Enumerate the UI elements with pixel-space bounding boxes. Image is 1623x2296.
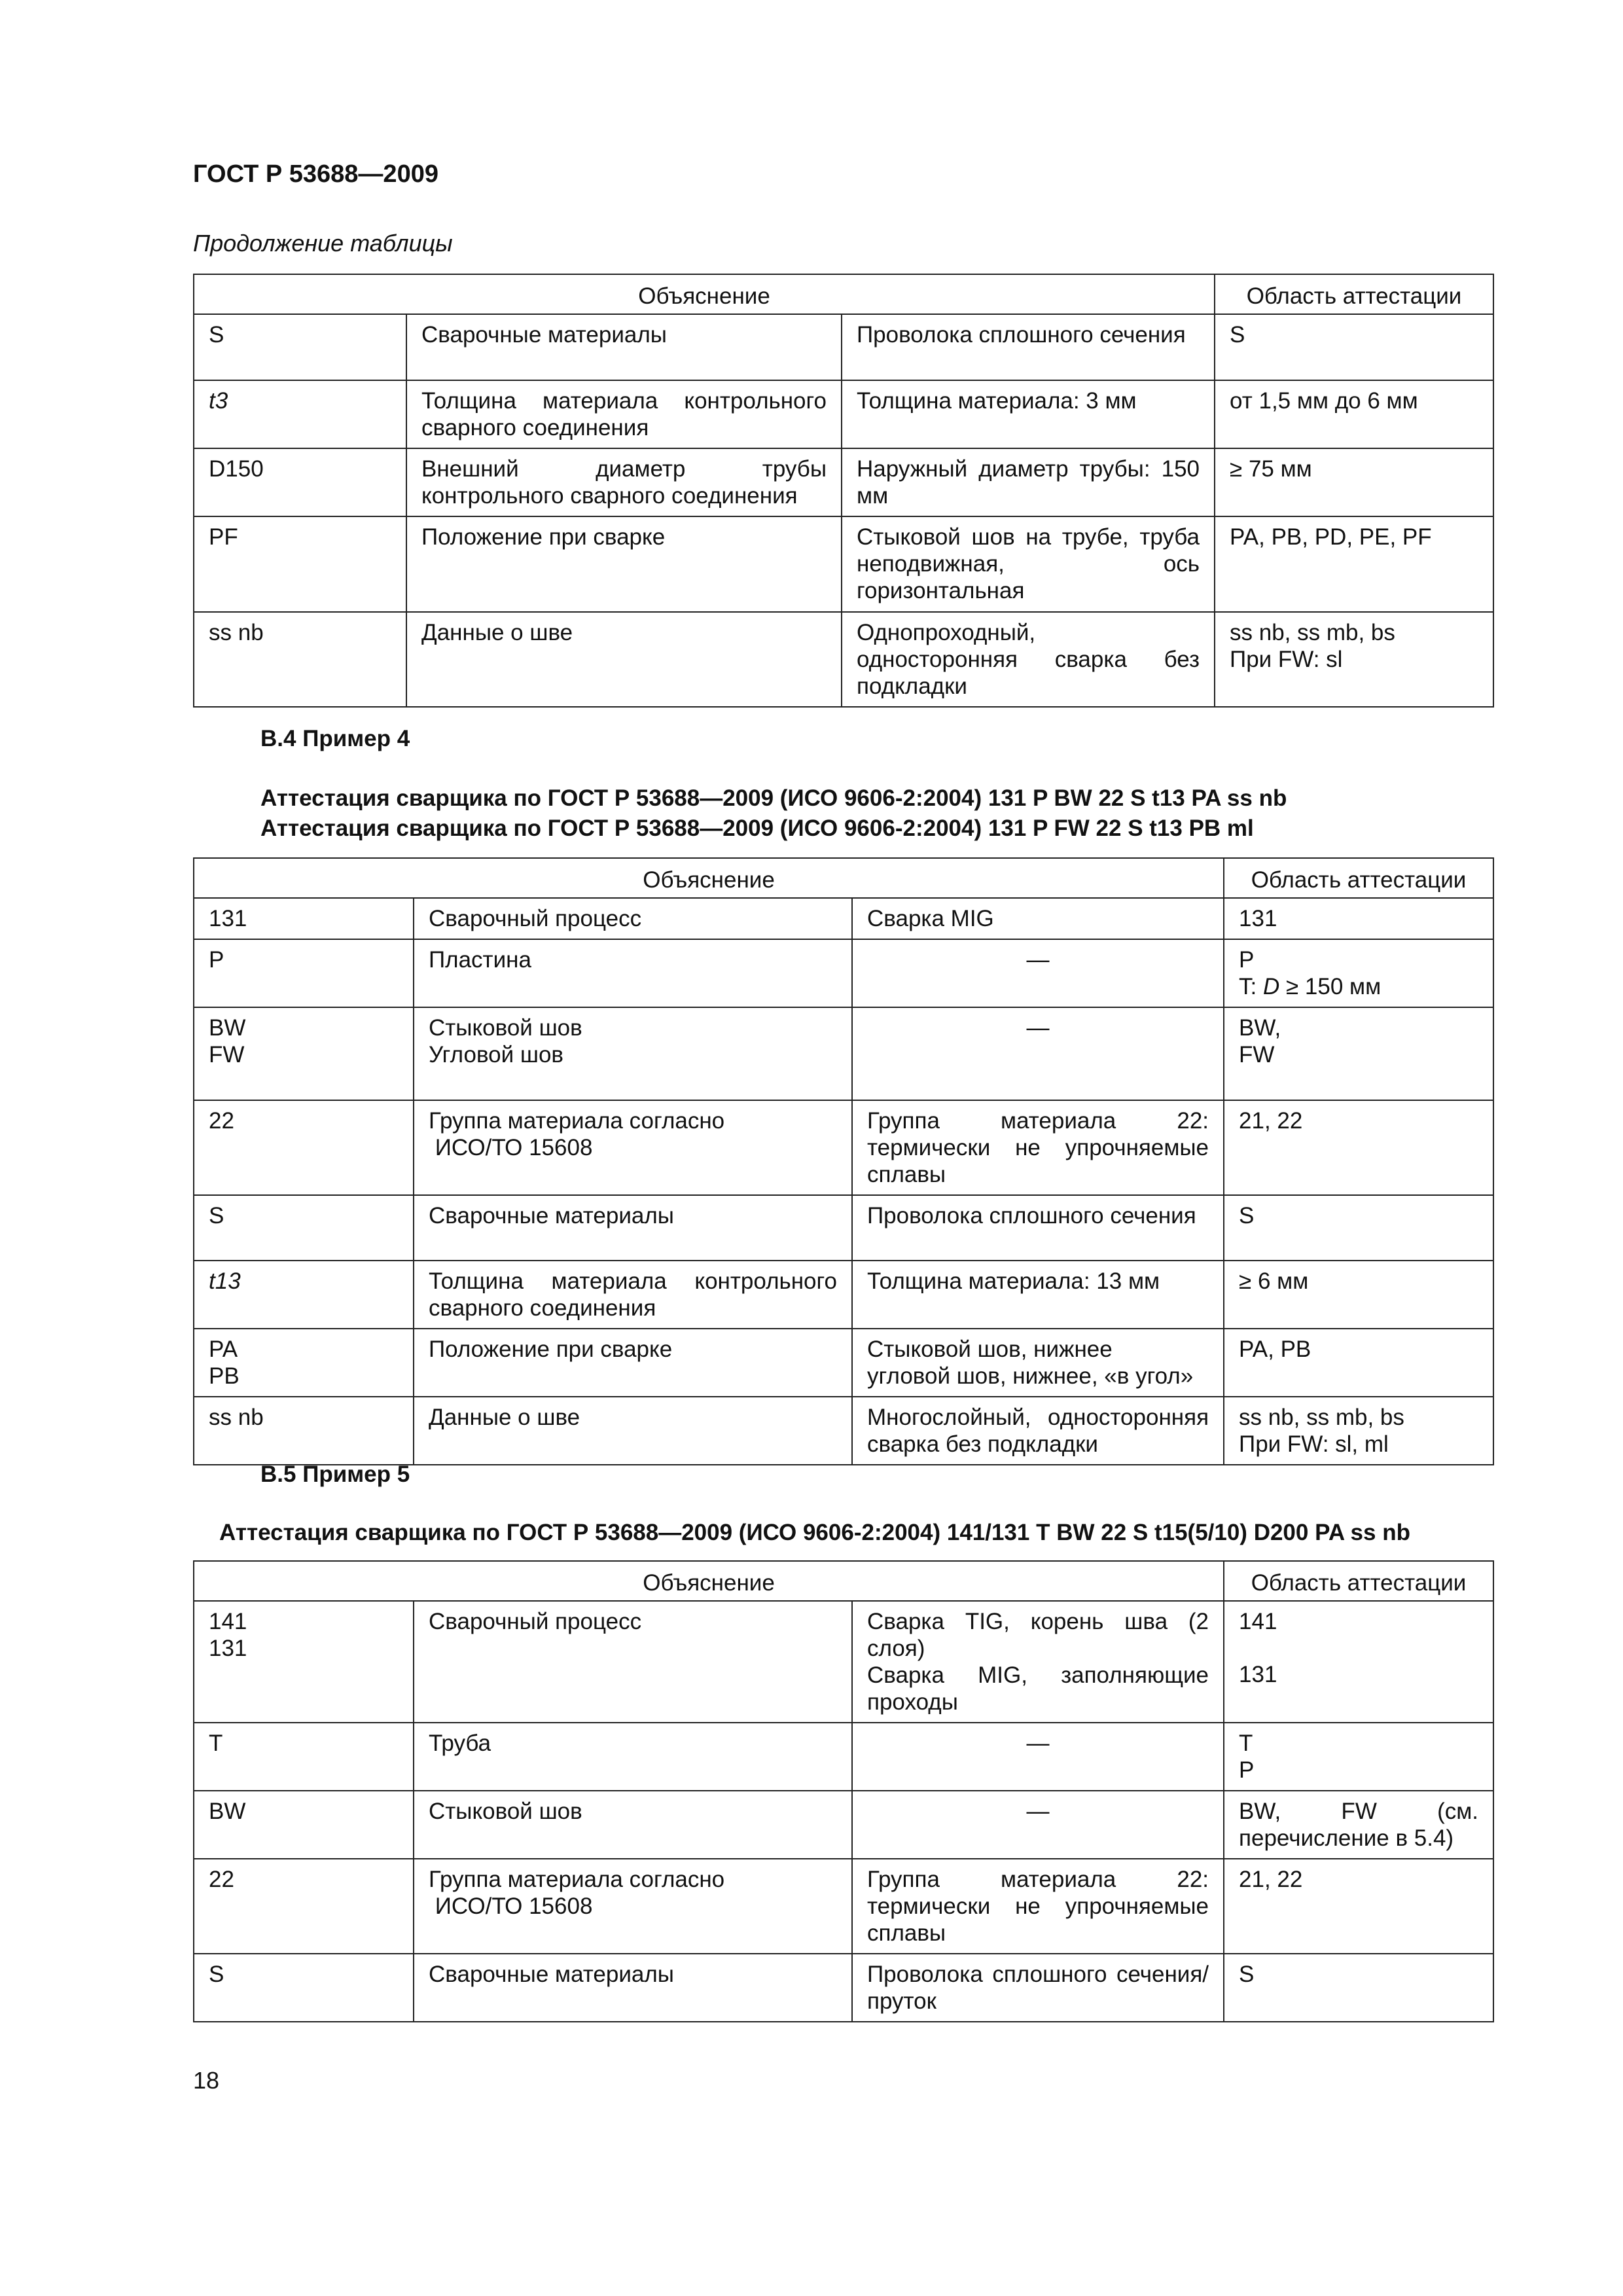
cell-code: P: [194, 939, 414, 1007]
scope-line: T: [1239, 1731, 1253, 1756]
detail-line: Сварка TIG, корень шва (2 слоя): [867, 1609, 1209, 1661]
cell-detail: Сварка MIG: [852, 898, 1224, 939]
example-5-attestation-line-1: Аттестация сварщика по ГОСТ Р 53688—2009 (ИСО 9606-2:2004) 141/131 T BW 22 S t15(5/10) D200 PA ss nb: [219, 1520, 1410, 1545]
scope-line: [1239, 973, 1478, 1000]
cell-meaning: Сварочный процесс: [414, 898, 852, 939]
cell-code: 131: [194, 898, 414, 939]
table-header-row: [194, 274, 1493, 314]
table-continuation-label: Продолжение таблицы: [193, 230, 453, 257]
cell-meaning: Данные о шве: [406, 612, 842, 707]
meaning-line: Стыковой шов: [429, 1015, 582, 1041]
cell-detail: Многослойный, односторонняя сварка без подкладки: [852, 1397, 1224, 1465]
cell-meaning: Данные о шве: [414, 1397, 852, 1465]
cell-meaning: Сварочные материалы: [406, 314, 842, 380]
cell-scope: 131: [1224, 898, 1493, 939]
code-line: 141: [209, 1609, 247, 1634]
header-explanation: Объяснение: [194, 1561, 1224, 1601]
table-row: [194, 1954, 1493, 2022]
qualification-table-1: [193, 274, 1494, 708]
page-number: 18: [193, 2067, 220, 2094]
meaning-line: Угловой шов: [429, 1042, 564, 1067]
cell-meaning: [414, 1859, 852, 1954]
cell-detail: —: [852, 1007, 1224, 1100]
cell-code: [194, 1007, 414, 1100]
example-4-title: В.4 Пример 4: [260, 726, 410, 751]
table-row: [194, 1601, 1493, 1723]
scope-line: BW,: [1239, 1015, 1281, 1041]
example-4-attestation-line-1: Аттестация сварщика по ГОСТ Р 53688—2009 (ИСО 9606-2:2004) 131 P BW 22 S t13 PA ss nb: [260, 785, 1287, 811]
code-line: FW: [209, 1042, 245, 1067]
table-row: [194, 380, 1493, 448]
detail-line: угловой шов, нижнее, «в угол»: [867, 1363, 1194, 1389]
table-row: [194, 314, 1493, 380]
example-5-title: В.5 Пример 5: [260, 1462, 410, 1487]
scope-line: ss nb, ss mb, bs: [1230, 620, 1395, 645]
cell-scope: [1224, 1397, 1493, 1465]
cell-scope: 21, 22: [1224, 1859, 1493, 1954]
table-row: [194, 448, 1493, 516]
cell-code: PF: [194, 516, 406, 612]
cell-meaning: Внешний диаметр трубы контрольного сварного соединения: [406, 448, 842, 516]
meaning-line: Группа материала согласно: [429, 1108, 725, 1134]
cell-detail: Толщина материала: 13 мм: [852, 1261, 1224, 1329]
cell-detail: —: [852, 1791, 1224, 1859]
table-row: [194, 1261, 1493, 1329]
cell-detail: Проволока сплошного сечения: [842, 314, 1215, 380]
table-row: [194, 1723, 1493, 1791]
table-header-row: [194, 1561, 1493, 1601]
cell-detail: [852, 1601, 1224, 1723]
cell-meaning: Стыковой шов: [414, 1791, 852, 1859]
cell-code: D150: [194, 448, 406, 516]
scope-line: 141: [1239, 1609, 1277, 1634]
cell-detail: Группа материала 22: термически не упрочняемые сплавы: [852, 1100, 1224, 1195]
cell-scope: от 1,5 мм до 6 мм: [1215, 380, 1493, 448]
cell-code: S: [194, 1954, 414, 2022]
header-explanation: Объяснение: [194, 274, 1215, 314]
cell-code: BW: [194, 1791, 414, 1859]
detail-line: Сварка MIG, заполняющие проходы: [867, 1662, 1209, 1715]
cell-code: t13: [194, 1261, 414, 1329]
cell-scope: PA, PB: [1224, 1329, 1493, 1397]
code-line: PA: [209, 1336, 238, 1362]
table-row: [194, 1859, 1493, 1954]
table-row: [194, 1397, 1493, 1465]
scope-variable: D: [1262, 974, 1280, 999]
meaning-line: Группа материала согласно: [429, 1867, 725, 1892]
cell-detail: Толщина материала: 3 мм: [842, 380, 1215, 448]
cell-meaning: Положение при сварке: [406, 516, 842, 612]
cell-meaning: Сварочные материалы: [414, 1954, 852, 2022]
cell-code: t3: [194, 380, 406, 448]
scope-suffix: ≥ 150 мм: [1279, 974, 1382, 999]
header-qualification-scope: Область аттестации: [1224, 858, 1493, 898]
table-row: [194, 612, 1493, 707]
cell-code: ss nb: [194, 1397, 414, 1465]
table-row: [194, 1329, 1493, 1397]
header-explanation: Объяснение: [194, 858, 1224, 898]
meaning-line: ИСО/ТО 15608: [429, 1893, 593, 1919]
cell-detail: —: [852, 1723, 1224, 1791]
cell-scope: BW, FW (см. перечисление в 5.4): [1224, 1791, 1493, 1859]
table-row: [194, 1100, 1493, 1195]
code-line: BW: [209, 1015, 246, 1041]
document-code: ГОСТ Р 53688—2009: [193, 160, 438, 188]
cell-detail: Проволока сплошного сечения: [852, 1195, 1224, 1261]
scope-line: 131: [1239, 1662, 1277, 1687]
cell-code: ss nb: [194, 612, 406, 707]
cell-meaning: Сварочный процесс: [414, 1601, 852, 1723]
header-qualification-scope: Область аттестации: [1215, 274, 1493, 314]
scope-line: FW: [1239, 1042, 1275, 1067]
detail-line: Стыковой шов, нижнее: [867, 1336, 1113, 1362]
cell-meaning: Труба: [414, 1723, 852, 1791]
cell-scope: [1224, 1007, 1493, 1100]
scope-line: При FW: sl: [1230, 647, 1343, 672]
cell-detail: Группа материала 22: термически не упрочняемые сплавы: [852, 1859, 1224, 1954]
cell-meaning: Толщина материала контрольного сварного соединения: [406, 380, 842, 448]
meaning-line: ИСО/ТО 15608: [429, 1135, 593, 1160]
scope-line: P: [1239, 947, 1255, 973]
code-line: 131: [209, 1636, 247, 1661]
table-row: [194, 1195, 1493, 1261]
cell-detail: Проволока сплошного сечения/пруток: [852, 1954, 1224, 2022]
table-row: [194, 898, 1493, 939]
cell-meaning: Сварочные материалы: [414, 1195, 852, 1261]
cell-detail: —: [852, 939, 1224, 1007]
example-4-attestation-line-2: Аттестация сварщика по ГОСТ Р 53688—2009 (ИСО 9606-2:2004) 131 P FW 22 S t13 PB ml: [260, 816, 1254, 841]
cell-code: 22: [194, 1100, 414, 1195]
cell-meaning: [414, 1007, 852, 1100]
cell-scope: [1224, 939, 1493, 1007]
cell-detail: Стыковой шов на трубе, труба неподвижная, ось горизонтальная: [842, 516, 1215, 612]
cell-detail: [852, 1329, 1224, 1397]
table-row: [194, 1791, 1493, 1859]
cell-detail: Наружный диаметр трубы: 150 мм: [842, 448, 1215, 516]
cell-meaning: Толщина материала контрольного сварного соединения: [414, 1261, 852, 1329]
cell-scope: S: [1224, 1195, 1493, 1261]
cell-scope: ≥ 75 мм: [1215, 448, 1493, 516]
table-row: [194, 516, 1493, 612]
scope-line: При FW: sl, ml: [1239, 1431, 1389, 1457]
cell-scope: PA, PB, PD, PE, PF: [1215, 516, 1493, 612]
scope-line: ss nb, ss mb, bs: [1239, 1405, 1404, 1430]
cell-scope: ≥ 6 мм: [1224, 1261, 1493, 1329]
cell-code: 22: [194, 1859, 414, 1954]
table-row: [194, 939, 1493, 1007]
cell-meaning: Положение при сварке: [414, 1329, 852, 1397]
qualification-table-2: [193, 857, 1494, 1465]
cell-code: S: [194, 314, 406, 380]
cell-meaning: Пластина: [414, 939, 852, 1007]
scope-prefix: T:: [1239, 974, 1263, 999]
cell-scope: [1224, 1601, 1493, 1723]
cell-scope: S: [1224, 1954, 1493, 2022]
qualification-table-3: [193, 1560, 1494, 2022]
cell-scope: [1224, 1723, 1493, 1791]
table-row: [194, 1007, 1493, 1100]
cell-code: T: [194, 1723, 414, 1791]
cell-scope: S: [1215, 314, 1493, 380]
cell-detail: Однопроходный, односторонняя сварка без подкладки: [842, 612, 1215, 707]
cell-meaning: [414, 1100, 852, 1195]
cell-code: S: [194, 1195, 414, 1261]
code-line: PB: [209, 1363, 240, 1389]
cell-scope: [1215, 612, 1493, 707]
table-header-row: [194, 858, 1493, 898]
cell-scope: 21, 22: [1224, 1100, 1493, 1195]
header-qualification-scope: Область аттестации: [1224, 1561, 1493, 1601]
cell-code: [194, 1601, 414, 1723]
cell-code: [194, 1329, 414, 1397]
scope-line: P: [1239, 1757, 1255, 1783]
